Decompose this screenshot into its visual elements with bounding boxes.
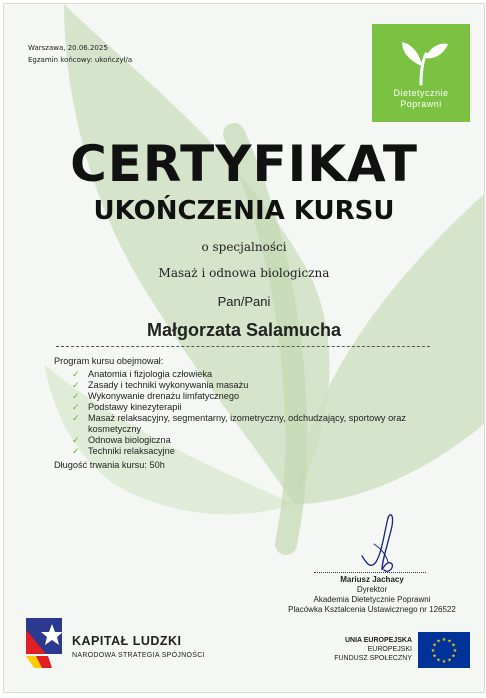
eu-text [302,636,412,663]
eu-star-icon: ★ [430,648,436,654]
specialty-intro: o specjalności [201,240,287,254]
list-item: ✓ Podstawy kinezyterapii [72,402,182,412]
list-item: ✓ Zasady i techniki wykonywania masażu [72,380,249,390]
eu-star-icon: ★ [451,653,456,660]
check-icon: ✓ [72,402,80,412]
eu-star-icon: ★ [441,637,447,643]
list-item: ✓ Anatomia i fizjologia człowieka [72,369,213,379]
check-icon: ✓ [72,391,80,401]
check-icon: ✓ [72,369,80,379]
eu-stars [418,632,470,668]
certificate-title: CERTYFIKAT [70,135,418,193]
kapital-ludzki-title: KAPITAŁ LUDZKI [72,634,182,648]
list-item: ✓ Masaż relaksacyjny, segmentarny, izometryczny, odchudzający, sportowy oraz kosmetyczny [72,413,406,434]
logo-line-2: Poprawni [400,99,442,109]
eu-star-icon: ★ [447,638,452,645]
check-icon: ✓ [72,435,80,445]
list-item: ✓ Wykonywanie drenażu limfatycznego [72,391,240,401]
list-item: ✓ Odnowa biologiczna [72,435,171,445]
check-icon: ✓ [72,446,80,456]
eu-star-icon: ★ [452,648,458,654]
eu-star-icon: ★ [441,659,447,665]
eu-line-1: UNIA EUROPEJSKA [344,637,412,644]
program-section [54,356,434,471]
signature-line [314,572,426,573]
eu-star-icon: ★ [432,653,437,660]
eu-line-2: EUROPEJSKI [367,646,412,653]
recipient-name: Małgorzata Salamucha [146,320,342,340]
exam-status: Egzamin końcowy: ukończył/a [28,56,133,64]
name-divider [56,346,430,347]
eu-star-icon: ★ [436,638,441,645]
eu-line-3: FUNDUSZ SPOŁECZNY [334,655,412,662]
signer-org: Akademia Dietetycznie Poprawni [313,595,431,604]
salutation: Pan/Pani [217,294,271,309]
eu-star-icon: ★ [451,642,456,649]
eu-star-icon: ★ [447,657,452,664]
signer-block [280,575,464,615]
sprout-icon [372,32,470,92]
signer-role: Dyrektor [356,585,388,594]
eu-star-icon: ★ [436,657,441,664]
place-date: Warszawa, 20.06.2025 [28,44,108,52]
specialty-name: Masaż i odnowa biologiczna [158,266,330,280]
certificate-subtitle: UKOŃCZENIA KURSU [93,196,395,226]
kapital-ludzki-subtitle: NARODOWA STRATEGIA SPÓJNOŚCI [72,652,205,659]
eu-flag-icon [418,632,470,668]
course-duration: Długość trwania kursu: 50h [54,460,165,470]
program-list [54,369,434,457]
check-icon: ✓ [72,380,80,390]
signer-name: Mariusz Jachacy [340,575,404,584]
brand-logo [372,24,470,122]
signer-unit: Placówka Kształcenia Ustawicznego nr 126522 [288,605,456,614]
kapital-ludzki-logo [22,612,68,674]
check-icon: ✓ [72,413,80,423]
eu-star-icon: ★ [432,642,437,649]
list-item: ✓ Techniki relaksacyjne [72,446,175,456]
program-heading: Program kursu obejmował: [54,356,164,366]
certificate-page [3,3,485,693]
header-meta [28,42,132,66]
logo-line-1: Dietetycznie [393,88,449,98]
